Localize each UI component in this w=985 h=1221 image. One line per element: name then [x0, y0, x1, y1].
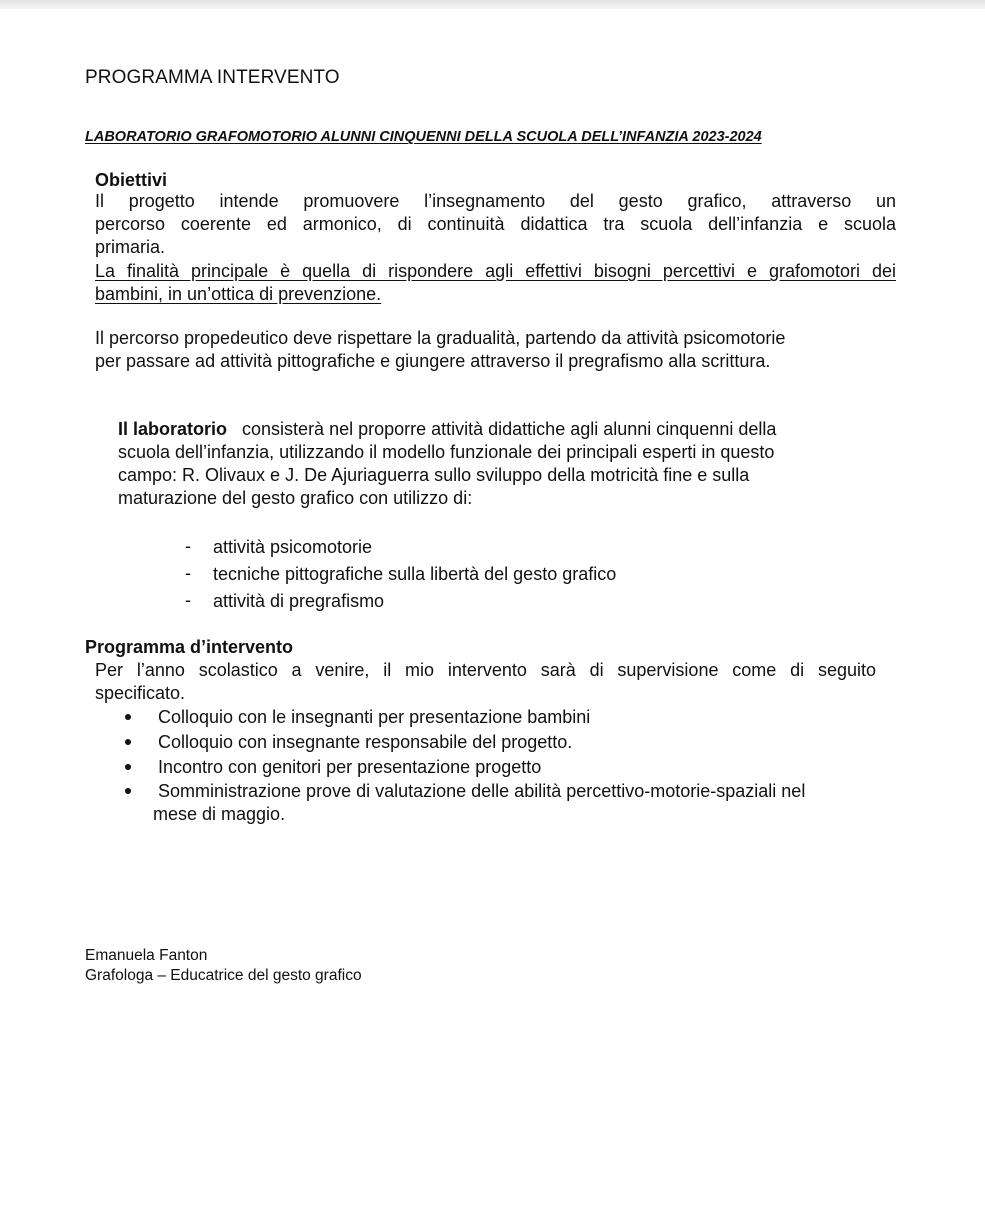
programma-line-1: Per l’anno scolastico a venire, il mio intervento sarà di supervisione come di seguito	[95, 660, 876, 680]
finalita-line-1: La finalità principale è quella di rispondere agli effettivi bisogni percettivi e grafomotori dei	[95, 261, 896, 281]
subtitle	[85, 129, 762, 145]
laboratorio-lead: Il laboratorio	[118, 419, 228, 439]
bullet-dot	[125, 788, 131, 794]
obiettivi-line-3: primaria.	[95, 237, 166, 257]
programma-line-2: specificato.	[95, 683, 186, 703]
obiettivi-line-2: percorso coerente ed armonico, di continuità didattica tra scuola dell’infanzia e scuola	[95, 214, 896, 234]
obiettivi-line-1: Il progetto intende promuovere l’insegnamento del gesto grafico, attraverso un	[95, 191, 896, 211]
list-item-text: Colloquio con le insegnanti per presentazione bambini	[158, 707, 591, 727]
signature-role: Grafologa – Educatrice del gesto grafico	[85, 967, 362, 984]
dash-marker: -	[185, 536, 191, 556]
percorso-line-2: per passare ad attività pittografiche e giungere attraverso il pregrafismo alla scrittura.	[95, 351, 771, 371]
laboratorio-line-3: campo: R. Olivaux e J. De Ajuriaguerra sullo sviluppo della motricità fine e sulla	[118, 465, 750, 485]
subtitle-part-1: LABORATORIO GRAFOMOTORIO ALUNNI CINQUENNI DELLA SCUOLA	[85, 129, 578, 145]
obiettivi-heading: Obiettivi	[95, 170, 168, 190]
dash-marker: -	[185, 590, 191, 610]
list-item-text: Colloquio con insegnante responsabile del progetto.	[158, 732, 573, 752]
signature-name: Emanuela Fanton	[85, 947, 208, 964]
laboratorio-line-1	[118, 418, 776, 441]
bullet-dot	[125, 739, 131, 745]
list-item-text: Somministrazione prove di valutazione delle abilità percettivo-motorie-spaziali nel	[158, 781, 806, 801]
laboratorio-line-1-rest: consisterà nel proporre attività didattiche agli alunni cinquenni della	[242, 419, 777, 439]
page-title: PROGRAMMA INTERVENTO	[85, 67, 340, 88]
laboratorio-line-2: scuola dell’infanzia, utilizzando il modello funzionale dei principali esperti in questo	[118, 442, 775, 462]
list-item-text: Incontro con genitori per presentazione progetto	[158, 757, 542, 777]
list-item-text: tecniche pittografiche sulla libertà del gesto grafico	[213, 564, 617, 584]
bullet-dot	[125, 714, 131, 720]
viewer-top-bar	[0, 0, 985, 9]
dash-marker: -	[185, 563, 191, 583]
finalita-line-2: bambini, in un’ottica di prevenzione.	[95, 284, 382, 304]
bullet-dot	[125, 764, 131, 770]
list-item-text: attività di pregrafismo	[213, 591, 385, 611]
programma-heading: Programma d’intervento	[85, 637, 294, 657]
percorso-line-1: Il percorso propedeutico deve rispettare la gradualità, partendo da attività psicomotorie	[95, 328, 786, 348]
list-item-text: attività psicomotorie	[213, 537, 373, 557]
subtitle-part-2: DELL’INFANZIA 2023-2024	[581, 129, 762, 145]
laboratorio-line-4: maturazione del gesto grafico con utilizzo di:	[118, 488, 473, 508]
list-item-continuation: mese di maggio.	[153, 804, 286, 824]
